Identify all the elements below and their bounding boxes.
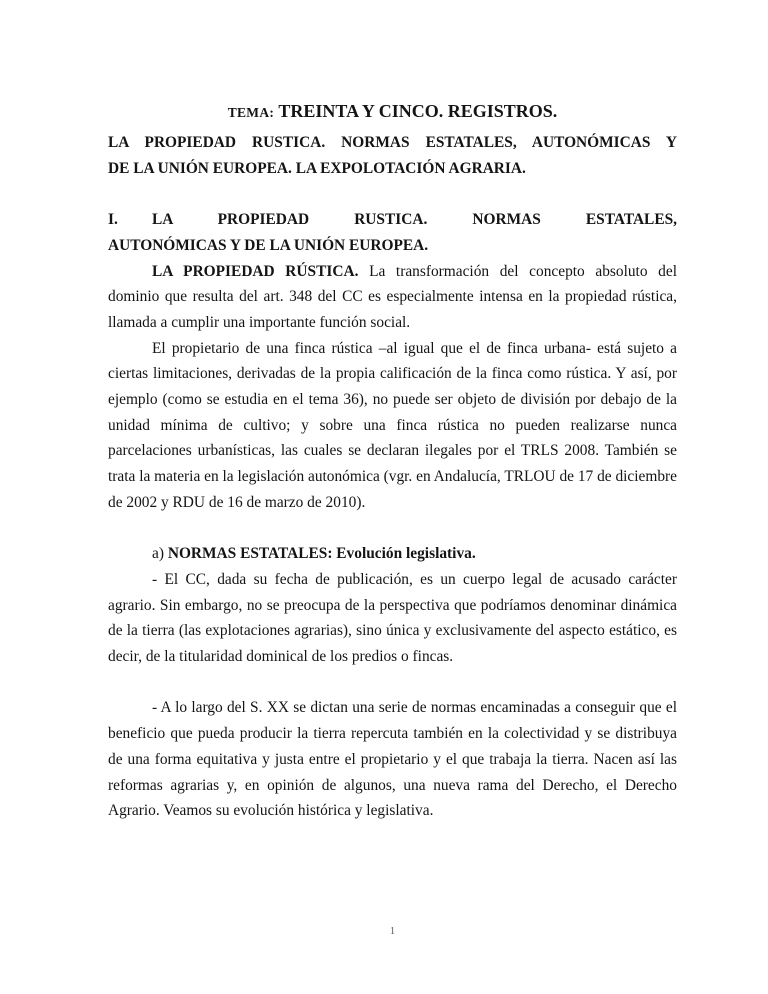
document-subtitle-line-1: LA PROPIEDAD RUSTICA. NORMAS ESTATALES, AUTONÓMICAS Y [108,134,677,151]
blank-line [108,670,677,696]
subsection-a-prefix: a) [152,545,164,563]
paragraph-body-text: La transformación del concepto absoluto del dominio que resulta del art. 348 del CC es especialmente intensa en la propiedad rústica, llamada a cumplir una importante función social. [108,262,677,331]
paragraph-siglo-xx: - A lo largo del S. XX se dictan una serie de normas encaminadas a conseguir que el beneficio que pueda producir la tierra repercuta también en la colectividad y se distribuya de una forma equitativa y justa entre el propietario y el que trabaja la tierra. Nacen así las reformas agrarias y, en opinión de algunos, una nueva rama del Derecho, el Derecho Agrario. Veamos su evolución histórica y legislativa. [108,699,677,820]
section-heading-line-2: AUTONÓMICAS Y DE LA UNIÓN EUROPEA. [108,236,429,254]
section-heading-text: LA PROPIEDAD RUSTICA. NORMAS ESTATALES, [152,211,677,229]
page-number: 1 [389,926,396,937]
section-numeral: I. [108,211,118,229]
section-heading-line-1 [108,207,677,233]
page-title [108,97,677,127]
subsection-a-heading-text: NORMAS ESTATALES: Evolución legislativa. [167,545,476,563]
page-title-prefix: TEMA: [227,105,275,120]
paragraph-limitaciones: El propietario de una finca rústica –al igual que el de finca urbana- está sujeto a ciertas limitaciones, derivadas de la propia calificación de la finca como rústica. Y así, por ejemplo (como se estudia en el tema 36), no puede ser objeto de división por debajo de la unidad mínima de cultivo; y sobre una finca rústica no pueden realizarse nunca parcelaciones urbanísticas, las cuales se declaran ilegales por el TRLS 2008. También se trata la materia en la legislación autonómica (vgr. en Andalucía, TRLOU de 17 de diciembre de 2002 y RDU de 16 de marzo de 2010). [108,339,677,511]
page-title-main: TREINTA Y CINCO. REGISTROS. [278,101,558,121]
blank-line [108,181,677,207]
paragraph-lead-bold: LA PROPIEDAD RÚSTICA. [152,262,359,280]
paragraph-propiedad-rustica [108,259,677,336]
document-subtitle-line-2: DE LA UNIÓN EUROPEA. LA EXPOLOTACIÓN AGRARIA. [108,159,526,177]
subsection-a-heading [108,541,677,567]
blank-line [108,516,677,542]
paragraph-cc-agrario: - El CC, dada su fecha de publicación, es un cuerpo legal de acusado carácter agrario. Sin embargo, no se preocupa de la perspectiva que podríamos denominar dinámica de la tierra (las explotaciones agrarias), sino única y exclusivamente del aspecto estático, es decir, de la titularidad dominical de los predios o fincas. [108,570,677,666]
